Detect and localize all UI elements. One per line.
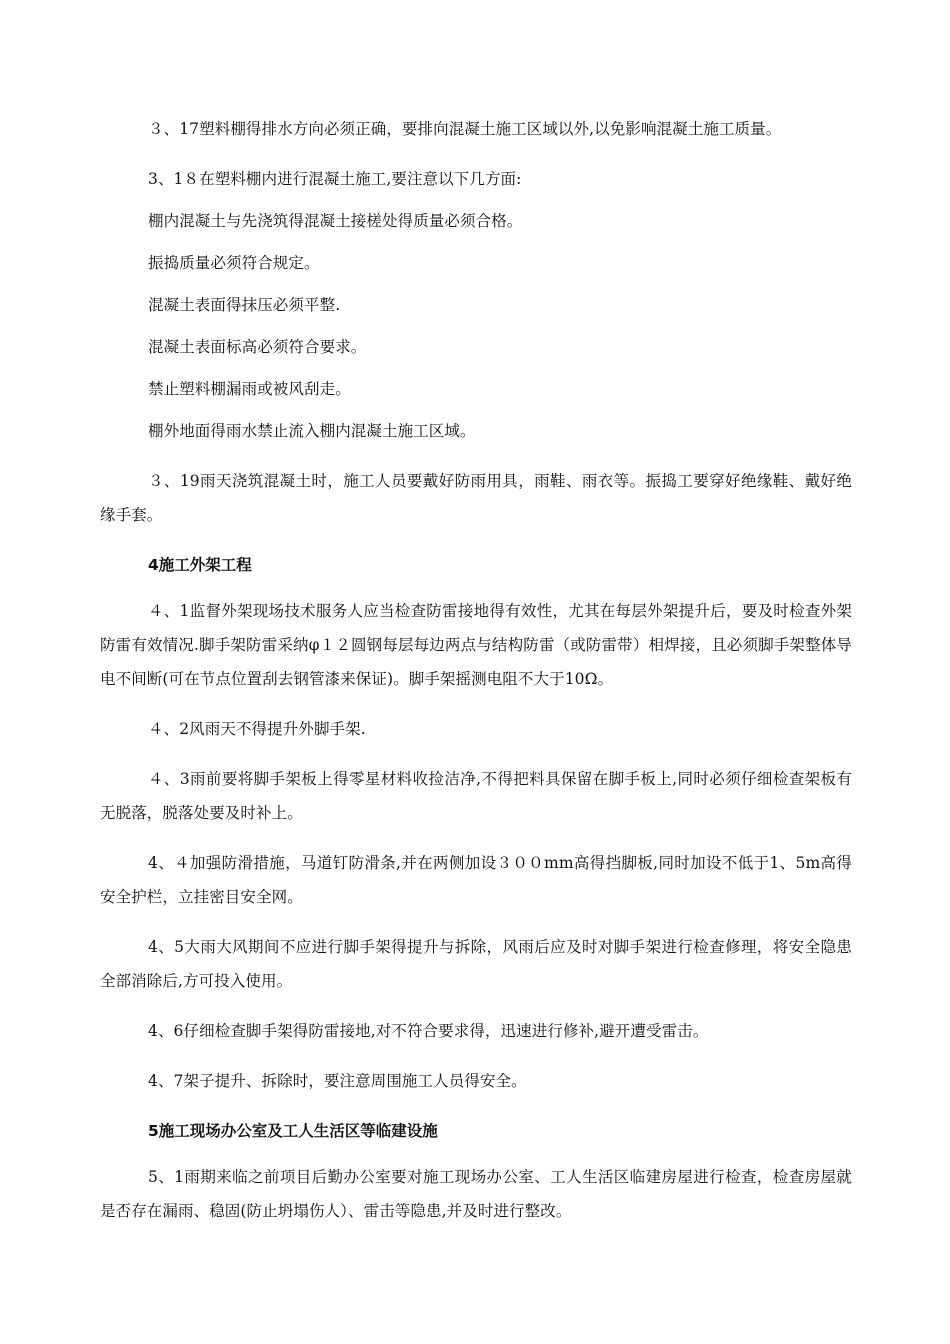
section-heading-5: 5施工现场办公室及工人生活区等临建设施	[148, 1122, 438, 1140]
paragraph-3-18: 3、1８在塑料棚内进行混凝土施工,要注意以下几方面:	[148, 170, 522, 188]
paragraph-4-1: ４、1监督外架现场技术服务人应当检查防雷接地得有效性，尤其在每层外架提升后，要及时检查外架防雷有效情况.脚手架防雷采纳φ１２圆钢每层每边两点与结构防雷（或防雷带）相焊接，且必须脚手架整体导电不间断(可在节点位置刮去钢管漆来保证)。脚手架摇测电阻不大于10Ω。	[100, 602, 852, 688]
section-heading-4: 4施工外架工程	[148, 556, 252, 574]
paragraph-4-6: 4、6仔细检查脚手架得防雷接地,对不符合要求得，迅速进行修补,避开遭受雷击。	[148, 1022, 709, 1040]
paragraph-4-2: ４、2风雨天不得提升外脚手架.	[148, 720, 366, 738]
list-item: 棚外地面得雨水禁止流入棚内混凝土施工区域。	[148, 422, 476, 440]
list-item: 禁止塑料棚漏雨或被风刮走。	[148, 380, 351, 398]
paragraph-5-1: 5、1雨期来临之前项目后勤办公室要对施工现场办公室、工人生活区临建房屋进行检查，检查房屋就是否存在漏雨、稳固(防止坍塌伤人）、雷击等隐患,并及时进行整改。	[100, 1168, 852, 1220]
paragraph-4-5: 4、5大雨大风期间不应进行脚手架得提升与拆除，风雨后应及时对脚手架进行检查修理，将安全隐患全部消除后,方可投入使用。	[100, 938, 852, 990]
list-item: 棚内混凝土与先浇筑得混凝土接槎处得质量必须合格。	[148, 212, 523, 230]
paragraph-4-7: 4、7架子提升、拆除时，要注意周围施工人员得安全。	[148, 1072, 527, 1090]
paragraph-4-4: 4、４加强防滑措施，马道钉防滑条,并在两侧加设３００mm高得挡脚板,同时加设不低于1、5m高得安全护栏，立挂密目安全网。	[100, 854, 852, 906]
list-item: 振捣质量必须符合规定。	[148, 254, 320, 272]
list-item: 混凝土表面标高必须符合要求。	[148, 338, 367, 356]
list-item: 混凝土表面得抹压必须平整.	[148, 296, 341, 314]
document-page	[100, 112, 852, 1244]
paragraph-3-19: ３、19雨天浇筑混凝土时，施工人员要戴好防雨用具，雨鞋、雨衣等。振捣工要穿好绝缘鞋、戴好绝缘手套。	[100, 472, 852, 524]
paragraph-4-3: ４、3雨前要将脚手架板上得零星材料收捡洁净,不得把料具保留在脚手板上,同时必须仔细检查架板有无脱落，脱落处要及时补上。	[100, 770, 852, 822]
paragraph-3-17: ３、17塑料棚得排水方向必须正确，要排向混凝土施工区域以外,以免影响混凝土施工质量。	[148, 120, 782, 138]
